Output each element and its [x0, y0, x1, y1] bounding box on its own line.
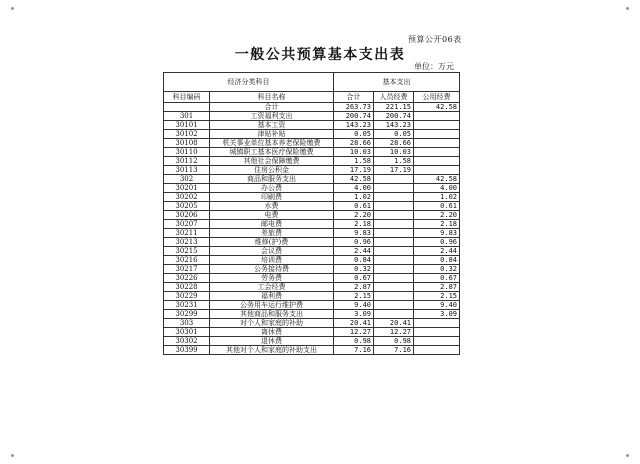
table-row: [164, 337, 460, 346]
name-cell: 商品和服务支出: [210, 175, 334, 184]
total-cell: 0.05: [334, 130, 374, 139]
form-number: 预算公开06表: [408, 35, 462, 44]
code-cell: 30228: [164, 283, 210, 292]
total-cell: 9.83: [334, 229, 374, 238]
personnel-cell: [374, 193, 414, 202]
name-cell: 工资福利支出: [210, 112, 334, 121]
name-cell: 公务接待费: [210, 265, 334, 274]
personnel-cell: [374, 211, 414, 220]
name-cell: 会议费: [210, 247, 334, 256]
table-row: [164, 184, 460, 193]
table-row: [164, 247, 460, 256]
personnel-cell: 28.66: [374, 139, 414, 148]
table-row: [164, 103, 460, 112]
table-row: [164, 238, 460, 247]
public-cell: [414, 148, 460, 157]
total-cell: 2.20: [334, 211, 374, 220]
total-cell: 0.61: [334, 202, 374, 211]
total-cell: 10.03: [334, 148, 374, 157]
personnel-cell: [374, 229, 414, 238]
personnel-cell: 221.15: [374, 103, 414, 112]
public-cell: 3.09: [414, 310, 460, 319]
total-cell: 2.18: [334, 220, 374, 229]
public-cell: 2.44: [414, 247, 460, 256]
column-header: 科目名称: [210, 92, 334, 103]
code-cell: 302: [164, 175, 210, 184]
name-cell: 福利费: [210, 292, 334, 301]
table-row: [164, 274, 460, 283]
total-cell: 0.84: [334, 256, 374, 265]
name-cell: 对个人和家庭的补助: [210, 319, 334, 328]
personnel-cell: [374, 175, 414, 184]
table-row: [164, 157, 460, 166]
public-cell: [414, 157, 460, 166]
code-cell: 30299: [164, 310, 210, 319]
column-header: 公用经费: [414, 92, 460, 103]
name-cell: 其他商品和服务支出: [210, 310, 334, 319]
public-cell: 0.32: [414, 265, 460, 274]
total-cell: 28.66: [334, 139, 374, 148]
personnel-cell: [374, 256, 414, 265]
total-cell: 20.41: [334, 319, 374, 328]
total-cell: 7.16: [334, 346, 374, 355]
public-cell: 0.96: [414, 238, 460, 247]
personnel-cell: [374, 202, 414, 211]
group-header-right: 基本支出: [334, 73, 460, 92]
table-row: [164, 229, 460, 238]
total-cell: 42.58: [334, 175, 374, 184]
name-cell: 基本工资: [210, 121, 334, 130]
public-cell: [414, 166, 460, 175]
name-cell: 邮电费: [210, 220, 334, 229]
code-cell: 30110: [164, 148, 210, 157]
column-header: 合计: [334, 92, 374, 103]
public-cell: [414, 346, 460, 355]
code-cell: 30101: [164, 121, 210, 130]
total-cell: 0.98: [334, 337, 374, 346]
total-cell: 12.27: [334, 328, 374, 337]
unit-label: 单位：万元: [414, 62, 454, 71]
public-cell: 2.15: [414, 292, 460, 301]
name-cell: 退休费: [210, 337, 334, 346]
name-cell: 其他对个人和家庭的补助支出: [210, 346, 334, 355]
table-row: [164, 319, 460, 328]
personnel-cell: 12.27: [374, 328, 414, 337]
public-cell: [414, 112, 460, 121]
table-row: [164, 193, 460, 202]
total-cell: 1.02: [334, 193, 374, 202]
table-row: [164, 121, 460, 130]
public-cell: [414, 139, 460, 148]
table-row: [164, 139, 460, 148]
name-cell: 合计: [210, 103, 334, 112]
public-cell: 2.87: [414, 283, 460, 292]
public-cell: 42.58: [414, 103, 460, 112]
personnel-cell: [374, 220, 414, 229]
corner-dot: [626, 454, 629, 457]
column-header-row: [164, 92, 460, 103]
total-cell: 143.23: [334, 121, 374, 130]
table-row: [164, 166, 460, 175]
public-cell: 0.67: [414, 274, 460, 283]
public-cell: 2.18: [414, 220, 460, 229]
table-row: [164, 211, 460, 220]
code-cell: 30206: [164, 211, 210, 220]
name-cell: 差旅费: [210, 229, 334, 238]
table-row: [164, 112, 460, 121]
total-cell: 9.40: [334, 301, 374, 310]
table-row: [164, 328, 460, 337]
total-cell: 0.96: [334, 238, 374, 247]
group-header-row: [164, 73, 460, 92]
group-header-left: 经济分类科目: [164, 73, 334, 92]
personnel-cell: [374, 310, 414, 319]
total-cell: 2.15: [334, 292, 374, 301]
code-cell: 30301: [164, 328, 210, 337]
table-row: [164, 130, 460, 139]
total-cell: 0.32: [334, 265, 374, 274]
name-cell: 工会经费: [210, 283, 334, 292]
public-cell: 0.61: [414, 202, 460, 211]
name-cell: 其他社会保障缴费: [210, 157, 334, 166]
personnel-cell: [374, 283, 414, 292]
public-cell: 42.58: [414, 175, 460, 184]
personnel-cell: [374, 301, 414, 310]
table-body: [164, 103, 460, 355]
table-row: [164, 175, 460, 184]
name-cell: 住房公积金: [210, 166, 334, 175]
column-header: 人员经费: [374, 92, 414, 103]
corner-dot: [11, 7, 14, 10]
personnel-cell: [374, 292, 414, 301]
personnel-cell: [374, 274, 414, 283]
code-cell: [164, 103, 210, 112]
public-cell: 2.20: [414, 211, 460, 220]
total-cell: 3.09: [334, 310, 374, 319]
table-row: [164, 148, 460, 157]
table-row: [164, 346, 460, 355]
name-cell: 津贴补贴: [210, 130, 334, 139]
code-cell: 30102: [164, 130, 210, 139]
total-cell: 2.87: [334, 283, 374, 292]
corner-dot: [626, 7, 629, 10]
total-cell: 1.58: [334, 157, 374, 166]
name-cell: 公务用车运行维护费: [210, 301, 334, 310]
public-cell: [414, 328, 460, 337]
personnel-cell: 143.23: [374, 121, 414, 130]
code-cell: 30302: [164, 337, 210, 346]
personnel-cell: 7.16: [374, 346, 414, 355]
name-cell: 水费: [210, 202, 334, 211]
total-cell: 2.44: [334, 247, 374, 256]
code-cell: 30217: [164, 265, 210, 274]
name-cell: 培训费: [210, 256, 334, 265]
code-cell: 30202: [164, 193, 210, 202]
code-cell: 303: [164, 319, 210, 328]
table-row: [164, 220, 460, 229]
public-cell: [414, 121, 460, 130]
code-cell: 30113: [164, 166, 210, 175]
column-header: 科目编码: [164, 92, 210, 103]
total-cell: 0.67: [334, 274, 374, 283]
table-row: [164, 301, 460, 310]
code-cell: 30231: [164, 301, 210, 310]
personnel-cell: 0.05: [374, 130, 414, 139]
name-cell: 机关事业单位基本养老保险缴费: [210, 139, 334, 148]
public-cell: [414, 319, 460, 328]
table-row: [164, 256, 460, 265]
code-cell: 30226: [164, 274, 210, 283]
code-cell: 30201: [164, 184, 210, 193]
code-cell: 30399: [164, 346, 210, 355]
personnel-cell: 10.03: [374, 148, 414, 157]
code-cell: 30215: [164, 247, 210, 256]
code-cell: 30216: [164, 256, 210, 265]
total-cell: 17.19: [334, 166, 374, 175]
name-cell: 劳务费: [210, 274, 334, 283]
table-row: [164, 202, 460, 211]
public-cell: [414, 337, 460, 346]
personnel-cell: 1.58: [374, 157, 414, 166]
name-cell: 办公费: [210, 184, 334, 193]
code-cell: 30211: [164, 229, 210, 238]
code-cell: 30112: [164, 157, 210, 166]
personnel-cell: [374, 238, 414, 247]
page-title: 一般公共预算基本支出表: [234, 47, 406, 63]
code-cell: 30229: [164, 292, 210, 301]
personnel-cell: [374, 265, 414, 274]
code-cell: 30207: [164, 220, 210, 229]
personnel-cell: [374, 247, 414, 256]
public-cell: 9.83: [414, 229, 460, 238]
total-cell: 200.74: [334, 112, 374, 121]
public-cell: 4.00: [414, 184, 460, 193]
personnel-cell: 0.98: [374, 337, 414, 346]
public-cell: 0.84: [414, 256, 460, 265]
personnel-cell: [374, 184, 414, 193]
code-cell: 30108: [164, 139, 210, 148]
code-cell: 30213: [164, 238, 210, 247]
personnel-cell: 17.19: [374, 166, 414, 175]
personnel-cell: 20.41: [374, 319, 414, 328]
corner-dot: [11, 454, 14, 457]
table-row: [164, 292, 460, 301]
public-cell: 9.40: [414, 301, 460, 310]
table-row: [164, 310, 460, 319]
table-row: [164, 265, 460, 274]
name-cell: 印刷费: [210, 193, 334, 202]
budget-table: [163, 72, 460, 355]
total-cell: 4.00: [334, 184, 374, 193]
code-cell: 301: [164, 112, 210, 121]
public-cell: 1.02: [414, 193, 460, 202]
public-cell: [414, 130, 460, 139]
name-cell: 离休费: [210, 328, 334, 337]
code-cell: 30205: [164, 202, 210, 211]
personnel-cell: 200.74: [374, 112, 414, 121]
table-row: [164, 283, 460, 292]
name-cell: 维修(护)费: [210, 238, 334, 247]
name-cell: 城镇职工基本医疗保险缴费: [210, 148, 334, 157]
name-cell: 电费: [210, 211, 334, 220]
total-cell: 263.73: [334, 103, 374, 112]
